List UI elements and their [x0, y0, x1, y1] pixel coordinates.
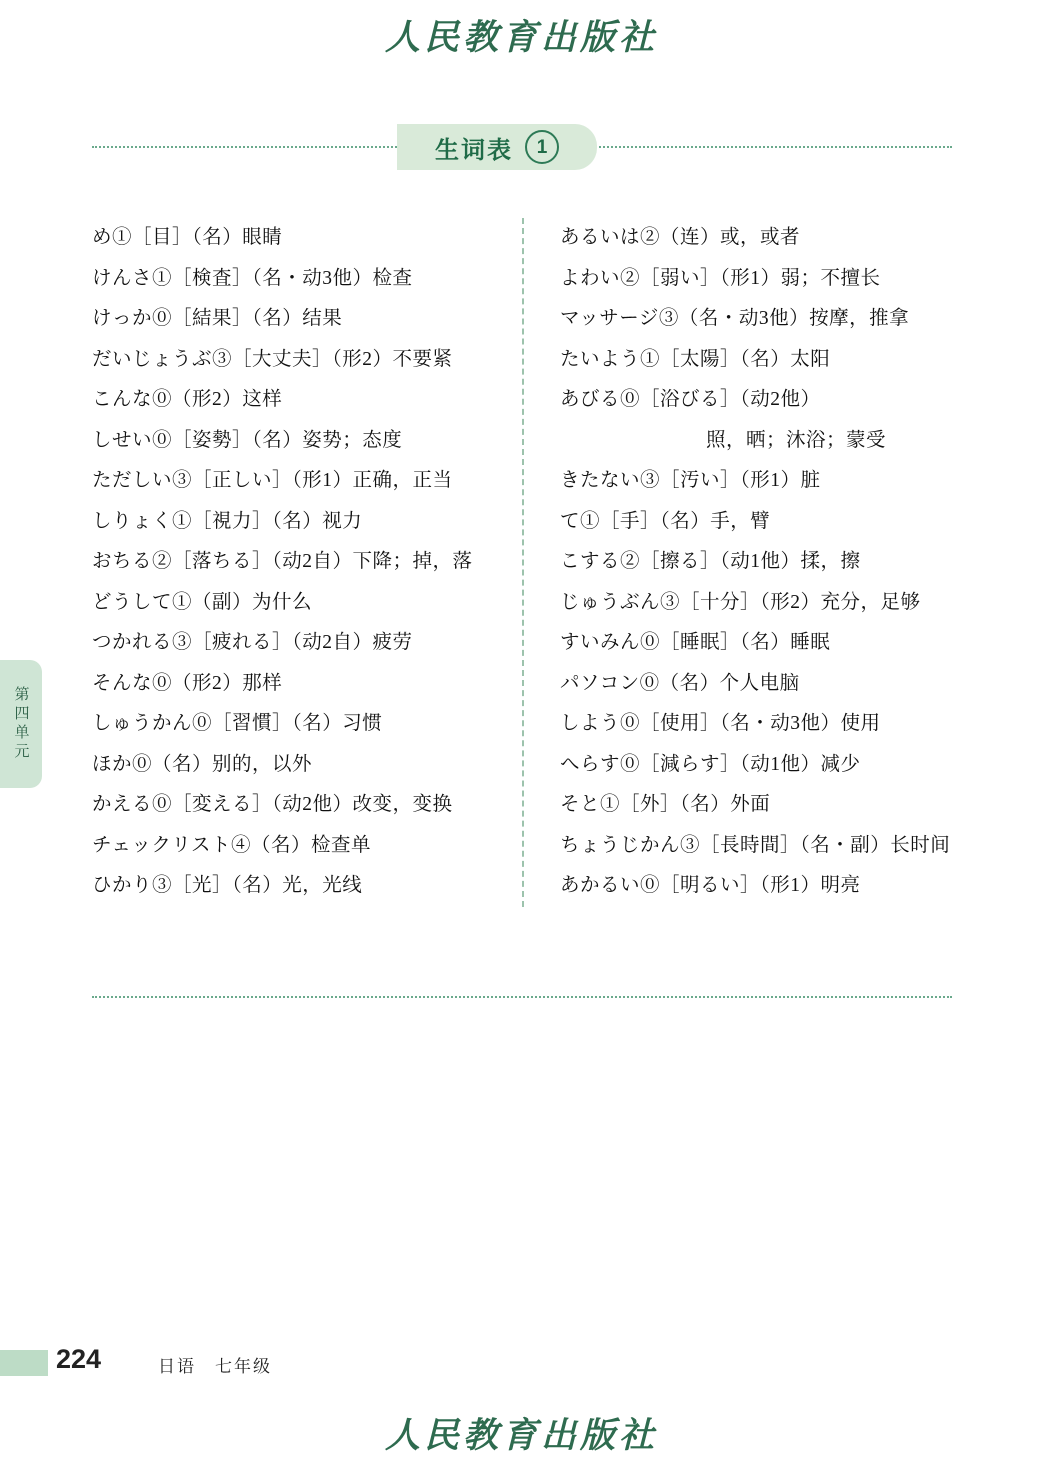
- unit-tab: [0, 660, 42, 788]
- vocabulary-entry: へらす⓪［減らす］（动1他）减少: [560, 753, 861, 775]
- heading-chip: [397, 124, 597, 170]
- vocabulary-entry: かえる⓪［変える］（动2他）改变，变换: [92, 794, 453, 815]
- vocabulary-entry: パソコン⓪（名）个人电脑: [560, 672, 800, 694]
- vocabulary-entry: こする②［擦る］（动1他）揉，擦: [560, 551, 861, 572]
- page-footer: [0, 1344, 1043, 1384]
- vocabulary-entry: どうして①（副）为什么: [92, 591, 313, 613]
- vocabulary-columns: [92, 218, 952, 907]
- section-heading: [92, 124, 952, 170]
- vocabulary-entry: ただしい③［正しい］（形1）正确，正当: [92, 470, 453, 491]
- vocabulary-entry: よわい②［弱い］（形1）弱；不擅长: [560, 267, 881, 289]
- vocabulary-entry: そんな⓪（形2）那样: [92, 672, 283, 694]
- bottom-divider-rule: [92, 996, 952, 998]
- publisher-mark-bottom: 人民教育出版社: [384, 1415, 658, 1456]
- vocabulary-entry: こんな⓪（形2）这样: [92, 389, 283, 410]
- vocabulary-entry: チェックリスト④（名）检查单: [92, 834, 372, 856]
- vocabulary-entry: マッサージ③（名・动3他）按摩，推拿: [560, 308, 910, 329]
- vocabulary-entry: おちる②［落ちる］（动2自）下降；掉，落: [92, 551, 473, 572]
- vocabulary-column-right: [522, 218, 952, 907]
- section-number-badge: 1: [525, 130, 559, 164]
- vocabulary-entry: けっか⓪［結果］（名）结果: [92, 308, 343, 329]
- footer-text: 日语 七年级: [158, 1357, 272, 1376]
- vocabulary-entry: ほか⓪（名）别的，以外: [92, 753, 313, 775]
- vocabulary-entry: しりょく①［視力］（名）视力: [92, 510, 363, 532]
- vocabulary-entry: きたない③［汚い］（形1）脏: [560, 470, 821, 491]
- vocabulary-entry: あかるい⓪［明るい］（形1）明亮: [560, 875, 861, 896]
- vocabulary-entry: じゅうぶん③［十分］（形2）充分，足够: [560, 591, 921, 613]
- vocabulary-entry: だいじょうぶ③［大丈夫］（形2）不要紧: [92, 348, 453, 370]
- vocabulary-entry: けんさ①［検査］（名・动3他）检查: [92, 267, 413, 289]
- publisher-mark-top: 人民教育出版社: [384, 17, 658, 58]
- vocabulary-entry: あるいは②（连）或，或者: [560, 227, 801, 248]
- vocabulary-entry: ちょうじかん③［長時間］（名・副）长时间: [560, 834, 951, 856]
- page-number: 224: [56, 1344, 102, 1374]
- vocabulary-entry: すいみん⓪［睡眠］（名）睡眠: [560, 632, 831, 653]
- vocabulary-entry: しよう⓪［使用］（名・动3他）使用: [560, 713, 881, 734]
- footer-color-block: [0, 1350, 48, 1376]
- vocabulary-entry: つかれる③［疲れる］（动2自）疲劳: [92, 632, 413, 653]
- vocabulary-entry: しせい⓪［姿勢］（名）姿势；态度: [92, 429, 403, 451]
- vocabulary-entry: あびる⓪［浴びる］（动2他）: [560, 389, 821, 410]
- vocabulary-entry-continuation: 照，晒；沐浴；蒙受: [705, 429, 886, 451]
- vocabulary-entry: て①［手］（名）手，臂: [560, 510, 771, 532]
- vocabulary-column-left: [92, 218, 522, 907]
- vocabulary-entry: たいよう①［太陽］（名）太阳: [560, 348, 831, 370]
- vocabulary-entry: しゅうかん⓪［習慣］（名）习惯: [92, 713, 383, 734]
- page-title: 生词表: [435, 136, 513, 164]
- vocabulary-entry: め①［目］（名）眼睛: [92, 227, 283, 248]
- vocabulary-entry: そと①［外］（名）外面: [560, 794, 771, 815]
- vocabulary-entry: ひかり③［光］（名）光，光线: [92, 875, 363, 896]
- unit-tab-label: 第四单元: [12, 686, 30, 762]
